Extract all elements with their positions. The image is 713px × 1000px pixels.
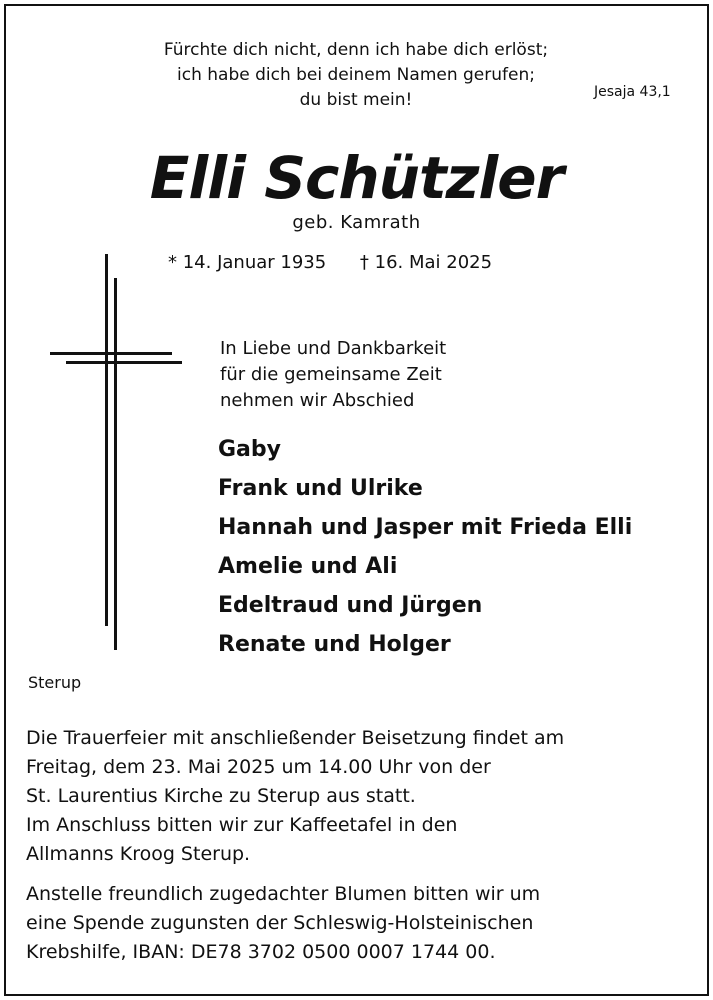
cross-horizontal-bar xyxy=(50,352,172,355)
dedication-line: nehmen wir Abschied xyxy=(220,390,415,411)
dedication-line: für die gemeinsame Zeit xyxy=(220,364,442,385)
donation-info xyxy=(26,880,540,967)
cross-vertical-bar xyxy=(105,254,108,626)
mourner-name: Edeltraud und Jürgen xyxy=(218,593,483,618)
verse-line: du bist mein! xyxy=(299,90,413,110)
service-line: Freitag, dem 23. Mai 2025 um 14.00 Uhr von der xyxy=(26,756,491,778)
donation-line: eine Spende zugunsten der Schleswig-Holsteinischen xyxy=(26,912,534,934)
mourner-name: Hannah und Jasper mit Frieda Elli xyxy=(218,515,633,540)
service-line: St. Laurentius Kirche zu Sterup aus statt. xyxy=(26,785,416,807)
mourners-list xyxy=(218,430,632,664)
birth-date: * 14. Januar 1935 xyxy=(168,252,327,273)
place-name: Sterup xyxy=(28,673,82,692)
cross-vertical-bar xyxy=(114,278,117,650)
donation-line: Krebshilfe, IBAN: DE78 3702 0500 0007 1744 00. xyxy=(26,941,496,963)
maiden-name: geb. Kamrath xyxy=(292,212,421,233)
cross-horizontal-bar xyxy=(66,361,182,364)
service-line: Im Anschluss bitten wir zur Kaffeetafel in den xyxy=(26,814,458,836)
death-date: † 16. Mai 2025 xyxy=(359,252,493,273)
donation-line: Anstelle freundlich zugedachter Blumen bitten wir um xyxy=(26,883,541,905)
mourner-name: Amelie und Ali xyxy=(218,554,398,579)
dedication-line: In Liebe und Dankbarkeit xyxy=(220,338,447,359)
verse-line: Fürchte dich nicht, denn ich habe dich erlöst; xyxy=(163,40,549,60)
mourner-name: Gaby xyxy=(218,437,281,462)
mourner-name: Renate und Holger xyxy=(218,632,451,657)
deceased-name: Elli Schützler xyxy=(149,144,564,212)
service-line: Die Trauerfeier mit anschließender Beisetzung findet am xyxy=(26,727,565,749)
service-info xyxy=(26,724,564,869)
dedication-text xyxy=(220,336,446,414)
verse-line: ich habe dich bei deinem Namen gerufen; xyxy=(177,65,535,85)
service-line: Allmanns Kroog Sterup. xyxy=(26,843,251,865)
verse-reference: Jesaja 43,1 xyxy=(594,84,671,100)
mourner-name: Frank und Ulrike xyxy=(218,476,423,501)
bible-verse xyxy=(100,38,612,113)
life-dates xyxy=(168,252,492,273)
